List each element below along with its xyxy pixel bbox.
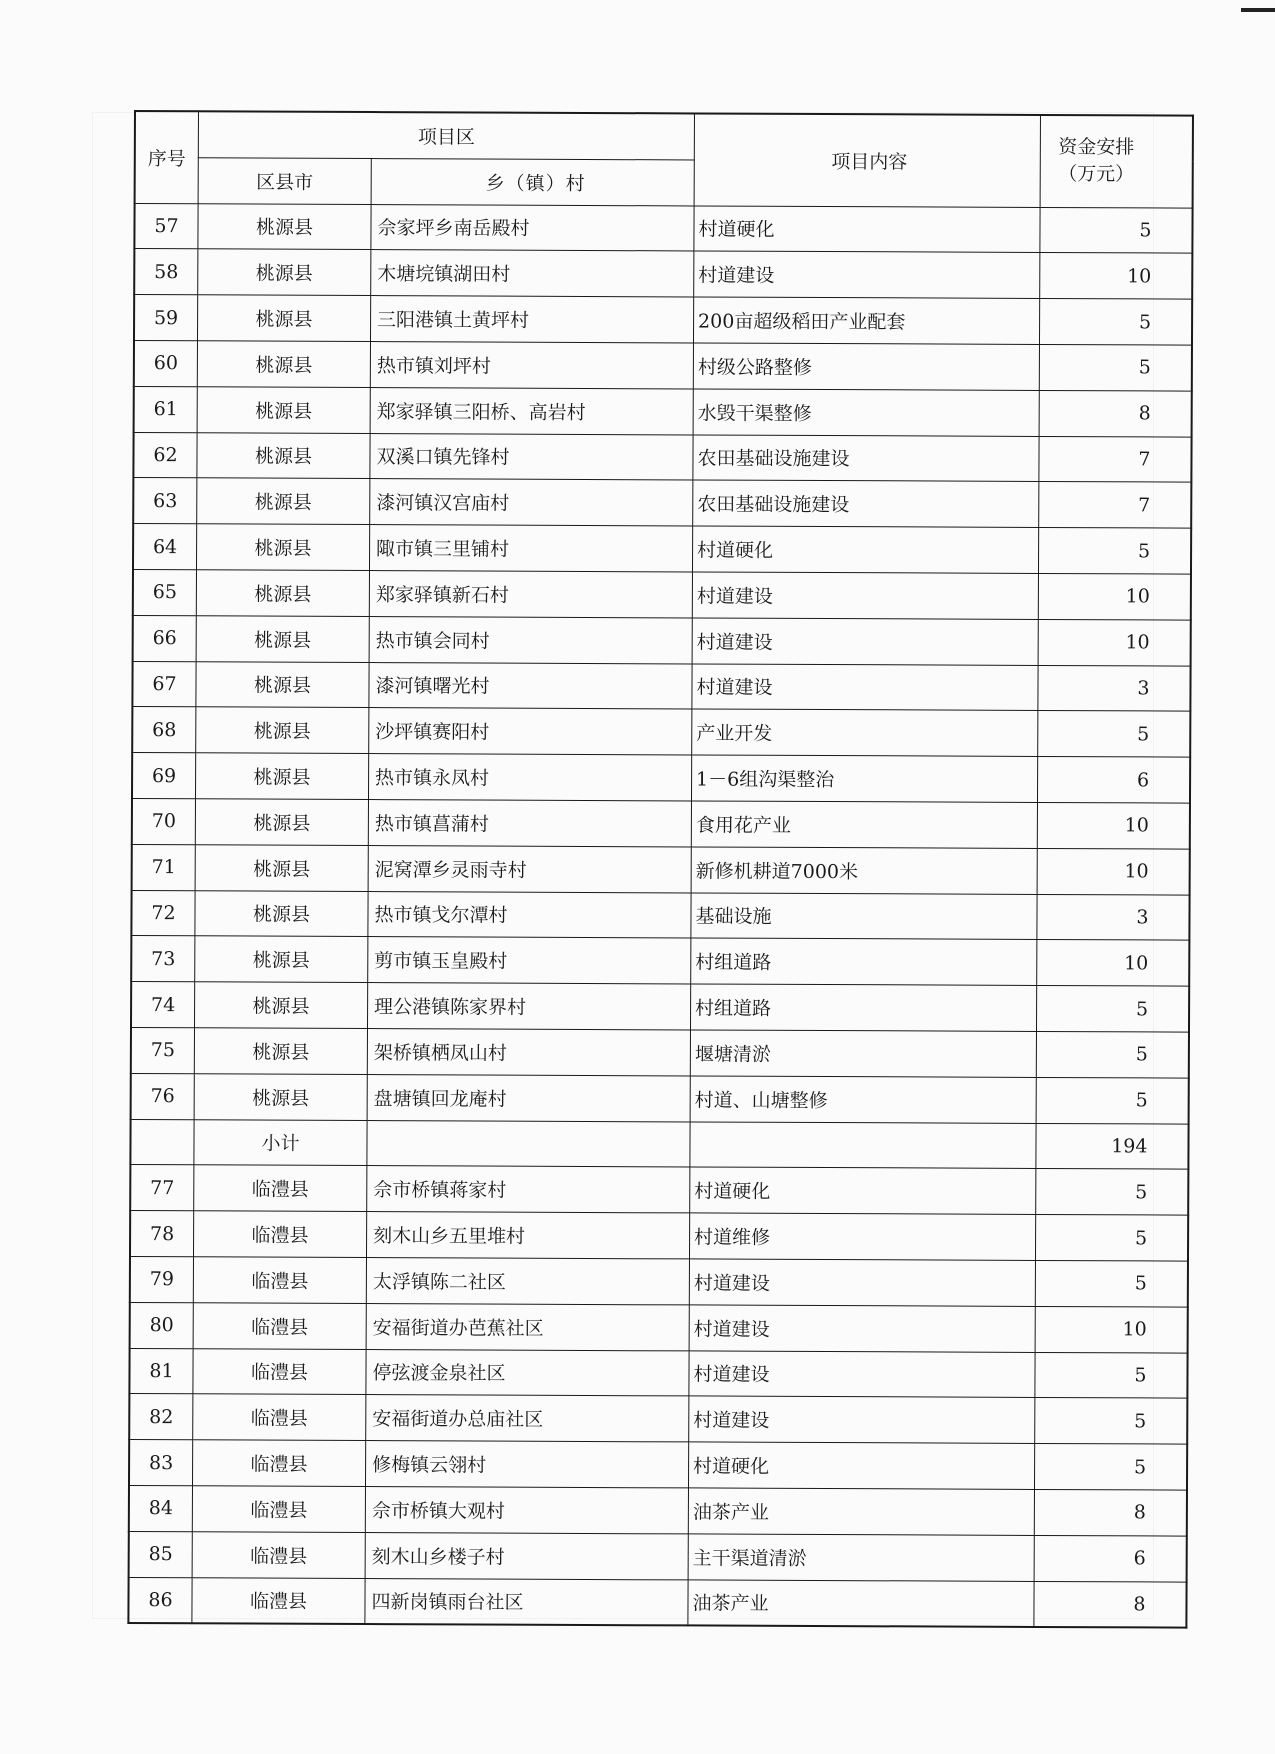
row-county: 桃源县 — [196, 707, 369, 754]
table-row — [133, 569, 1191, 619]
row-serial-number: 82 — [129, 1394, 193, 1440]
row-project-content: 基础设施 — [691, 892, 1037, 939]
row-county: 桃源县 — [197, 387, 370, 434]
row-town-village: 四新岗镇雨台社区 — [365, 1578, 688, 1626]
row-funding-amount: 5 — [1036, 1169, 1189, 1215]
row-serial-number: 69 — [132, 753, 196, 799]
row-town-village: 热市镇菖蒲村 — [368, 799, 691, 846]
header-town-village: 乡（镇）村 — [371, 158, 694, 205]
row-project-content: 村道硬化 — [694, 206, 1040, 253]
row-town-village: 剪市镇玉皇殿村 — [368, 937, 691, 984]
row-county: 临澧县 — [192, 1531, 365, 1578]
row-funding-amount: 5 — [1035, 1215, 1188, 1261]
row-funding-amount: 10 — [1037, 848, 1190, 894]
table-row — [134, 340, 1192, 390]
header-funding — [1040, 115, 1193, 208]
row-project-content: 堰塘清淤 — [690, 1030, 1036, 1077]
row-county: 临澧县 — [193, 1394, 366, 1441]
row-serial-number — [130, 1119, 194, 1165]
row-serial-number: 73 — [131, 936, 195, 982]
row-serial-number: 63 — [133, 478, 197, 524]
table-body — [128, 203, 1192, 1628]
row-county: 桃源县 — [194, 982, 367, 1029]
row-town-village — [367, 1120, 690, 1167]
table-row — [129, 1485, 1187, 1535]
row-serial-number: 75 — [131, 1027, 195, 1073]
row-project-content — [690, 1121, 1036, 1168]
row-county: 桃源县 — [196, 570, 369, 617]
row-serial-number: 85 — [129, 1531, 193, 1577]
table-row — [133, 524, 1191, 574]
row-funding-amount: 7 — [1039, 482, 1192, 528]
row-project-content: 油茶产业 — [688, 1488, 1034, 1535]
row-town-village: 佘市桥镇蒋家村 — [367, 1166, 690, 1213]
row-funding-amount: 8 — [1034, 1581, 1187, 1628]
row-project-content: 村道硬化 — [690, 1167, 1036, 1214]
row-town-village: 郑家驿镇新石村 — [369, 571, 692, 618]
table-row — [129, 1531, 1187, 1581]
row-county: 临澧县 — [193, 1348, 366, 1395]
row-town-village: 佘家坪乡南岳殿村 — [371, 204, 694, 251]
row-project-content: 产业开发 — [692, 709, 1038, 756]
row-town-village: 刻木山乡楼子村 — [365, 1532, 688, 1579]
table-row — [130, 1211, 1188, 1261]
row-serial-number: 79 — [130, 1256, 194, 1302]
row-serial-number: 66 — [133, 615, 197, 661]
row-serial-number: 71 — [132, 844, 196, 890]
row-funding-amount: 5 — [1035, 1260, 1188, 1306]
row-town-village: 架桥镇栖凤山村 — [367, 1028, 690, 1075]
row-serial-number: 74 — [131, 982, 195, 1028]
table-row — [130, 1256, 1188, 1306]
row-county: 临澧县 — [192, 1440, 365, 1487]
row-county: 桃源县 — [198, 203, 371, 250]
row-county: 桃源县 — [196, 616, 369, 663]
row-project-content: 1－6组沟渠整治 — [691, 755, 1037, 802]
row-funding-amount: 7 — [1039, 436, 1192, 482]
row-serial-number: 61 — [134, 386, 198, 432]
row-project-content: 村道硬化 — [688, 1442, 1034, 1489]
table-row — [129, 1440, 1187, 1490]
row-county: 临澧县 — [193, 1302, 366, 1349]
table-row — [131, 982, 1189, 1032]
row-town-village: 刻木山乡五里堆村 — [366, 1212, 689, 1259]
row-town-village: 安福街道办总庙社区 — [366, 1395, 689, 1442]
table-row — [132, 798, 1190, 848]
row-serial-number: 72 — [131, 890, 195, 936]
scan-edge-mark — [1241, 8, 1275, 12]
header-serial-number: 序号 — [135, 111, 199, 203]
row-project-content: 村道建设 — [694, 251, 1040, 298]
row-county: 桃源县 — [197, 295, 370, 342]
row-project-content: 村道建设 — [689, 1259, 1035, 1306]
row-project-content: 村组道路 — [691, 938, 1037, 985]
row-funding-amount: 5 — [1038, 528, 1191, 574]
row-funding-amount: 8 — [1039, 390, 1192, 436]
row-project-content: 农田基础设施建设 — [693, 435, 1039, 482]
row-serial-number: 58 — [134, 249, 198, 295]
row-serial-number: 65 — [133, 569, 197, 615]
row-funding-amount: 5 — [1035, 1352, 1188, 1398]
row-town-village: 双溪口镇先锋村 — [370, 433, 693, 480]
row-county: 桃源县 — [194, 1074, 367, 1121]
row-town-village: 沙坪镇赛阳村 — [369, 708, 692, 755]
row-town-village: 郑家驿镇三阳桥、高岩村 — [370, 387, 693, 434]
table-row — [134, 203, 1192, 253]
row-serial-number: 62 — [133, 432, 197, 478]
row-funding-amount: 10 — [1040, 253, 1193, 299]
funding-table — [127, 110, 1194, 1629]
row-serial-number: 76 — [131, 1073, 195, 1119]
row-county: 桃源县 — [197, 341, 370, 388]
row-county: 临澧县 — [193, 1257, 366, 1304]
row-town-village: 泥窝潭乡灵雨寺村 — [368, 845, 691, 892]
row-county: 桃源县 — [195, 845, 368, 892]
row-funding-amount: 5 — [1036, 986, 1189, 1032]
row-project-content: 村道建设 — [689, 1396, 1035, 1443]
row-county: 临澧县 — [194, 1165, 367, 1212]
row-county: 桃源县 — [195, 799, 368, 846]
table-row — [134, 295, 1192, 345]
row-serial-number: 78 — [130, 1211, 194, 1257]
row-funding-amount: 6 — [1034, 1535, 1187, 1581]
table-row — [131, 936, 1189, 986]
row-county: 桃源县 — [196, 524, 369, 571]
row-funding-amount: 10 — [1038, 573, 1191, 619]
row-serial-number: 84 — [129, 1485, 193, 1531]
row-county: 桃源县 — [197, 432, 370, 479]
table-row — [130, 1302, 1188, 1352]
table-row — [130, 1165, 1188, 1215]
row-town-village: 三阳港镇土黄坪村 — [370, 296, 693, 343]
row-funding-amount: 5 — [1038, 711, 1191, 757]
row-county: 桃源县 — [194, 1028, 367, 1075]
row-town-village: 陬市镇三里铺村 — [369, 525, 692, 572]
row-serial-number: 81 — [129, 1348, 193, 1394]
row-funding-amount: 5 — [1036, 1077, 1189, 1123]
row-funding-amount: 5 — [1035, 1398, 1188, 1444]
row-county: 桃源县 — [195, 936, 368, 983]
row-serial-number: 59 — [134, 295, 198, 341]
row-funding-amount: 194 — [1036, 1123, 1189, 1169]
row-county: 桃源县 — [197, 478, 370, 525]
row-serial-number: 64 — [133, 524, 197, 570]
row-funding-amount: 10 — [1037, 940, 1190, 986]
row-town-village: 修梅镇云翎村 — [365, 1441, 688, 1488]
header-project-area: 项目区 — [198, 111, 694, 159]
table-row — [131, 1027, 1189, 1077]
row-town-village: 停弦渡金泉社区 — [366, 1349, 689, 1396]
row-funding-amount: 10 — [1035, 1306, 1188, 1352]
row-serial-number: 60 — [134, 340, 198, 386]
row-project-content: 村道、山塘整修 — [690, 1076, 1036, 1123]
row-funding-amount: 3 — [1037, 894, 1190, 940]
row-town-village: 理公港镇陈家界村 — [367, 983, 690, 1030]
row-funding-amount: 8 — [1034, 1489, 1187, 1535]
table-row — [134, 249, 1192, 299]
row-serial-number: 80 — [130, 1302, 194, 1348]
row-county: 桃源县 — [195, 890, 368, 937]
row-project-content: 食用花产业 — [691, 801, 1037, 848]
row-project-content: 村道维修 — [689, 1213, 1035, 1260]
row-funding-amount: 6 — [1037, 757, 1190, 803]
row-county: 临澧县 — [192, 1577, 365, 1624]
row-county: 桃源县 — [195, 753, 368, 800]
row-project-content: 农田基础设施建设 — [693, 480, 1039, 527]
header-county: 区县市 — [198, 158, 371, 205]
row-serial-number: 57 — [134, 203, 198, 249]
row-serial-number: 67 — [132, 661, 196, 707]
row-town-village: 热市镇戈尔潭村 — [368, 891, 691, 938]
table-row — [128, 1577, 1186, 1628]
row-town-village: 热市镇刘坪村 — [370, 342, 693, 389]
row-funding-amount: 10 — [1037, 802, 1190, 848]
row-serial-number: 70 — [132, 798, 196, 844]
row-project-content: 村道建设 — [689, 1350, 1035, 1397]
row-serial-number: 83 — [129, 1440, 193, 1486]
table-row — [132, 844, 1190, 894]
row-town-village: 佘市桥镇大观村 — [365, 1486, 688, 1533]
row-county: 临澧县 — [192, 1486, 365, 1533]
row-serial-number: 77 — [130, 1165, 194, 1211]
row-funding-amount: 10 — [1038, 619, 1191, 665]
row-county: 临澧县 — [193, 1211, 366, 1258]
row-county: 桃源县 — [198, 249, 371, 296]
table-row — [134, 386, 1192, 436]
table-row — [129, 1348, 1187, 1398]
row-project-content: 村级公路整修 — [693, 343, 1039, 390]
row-project-content: 油茶产业 — [688, 1579, 1034, 1627]
row-town-village: 太浮镇陈二社区 — [366, 1257, 689, 1304]
subtotal-row — [130, 1119, 1188, 1169]
header-funding-label: 资金安排 — [1058, 136, 1135, 159]
row-town-village: 漆河镇汉宫庙村 — [370, 479, 693, 526]
row-serial-number: 86 — [128, 1577, 192, 1624]
row-project-content: 水毁干渠整修 — [693, 389, 1039, 436]
row-town-village: 热市镇永凤村 — [368, 754, 691, 801]
table-row — [132, 753, 1190, 803]
row-project-content: 村道建设 — [692, 664, 1038, 711]
row-town-village: 漆河镇曙光村 — [369, 662, 692, 709]
row-county: 桃源县 — [196, 661, 369, 708]
table-row — [129, 1394, 1187, 1444]
row-project-content: 村组道路 — [690, 984, 1036, 1031]
row-county: 小计 — [194, 1119, 367, 1166]
row-funding-amount: 5 — [1036, 1031, 1189, 1077]
row-project-content: 主干渠道清淤 — [688, 1534, 1034, 1581]
table-row — [133, 615, 1191, 665]
row-project-content: 村道硬化 — [692, 526, 1038, 573]
table-row — [133, 432, 1191, 482]
row-town-village: 热市镇会同村 — [369, 616, 692, 663]
row-project-content: 新修机耕道7000米 — [691, 847, 1037, 894]
row-funding-amount: 5 — [1040, 207, 1193, 253]
table-row — [131, 890, 1189, 940]
row-project-content: 村道建设 — [692, 572, 1038, 619]
table-row — [133, 478, 1191, 528]
header-row — [135, 111, 1193, 162]
row-town-village: 木塘垸镇湖田村 — [371, 250, 694, 297]
row-funding-amount: 5 — [1034, 1444, 1187, 1490]
row-project-content: 村道建设 — [689, 1305, 1035, 1352]
table-row — [132, 661, 1190, 711]
table-row — [132, 707, 1190, 757]
row-funding-amount: 5 — [1039, 344, 1192, 390]
row-project-content: 200亩超级稻田产业配套 — [693, 297, 1039, 344]
header-project-content: 项目内容 — [694, 113, 1040, 207]
table-row — [131, 1073, 1189, 1123]
row-funding-amount: 3 — [1038, 665, 1191, 711]
header-funding-unit: （万元） — [1058, 163, 1135, 186]
row-project-content: 村道建设 — [692, 618, 1038, 665]
row-town-village: 盘塘镇回龙庵村 — [367, 1074, 690, 1121]
row-serial-number: 68 — [132, 707, 196, 753]
row-town-village: 安福街道办芭蕉社区 — [366, 1303, 689, 1350]
row-funding-amount: 5 — [1039, 299, 1192, 345]
